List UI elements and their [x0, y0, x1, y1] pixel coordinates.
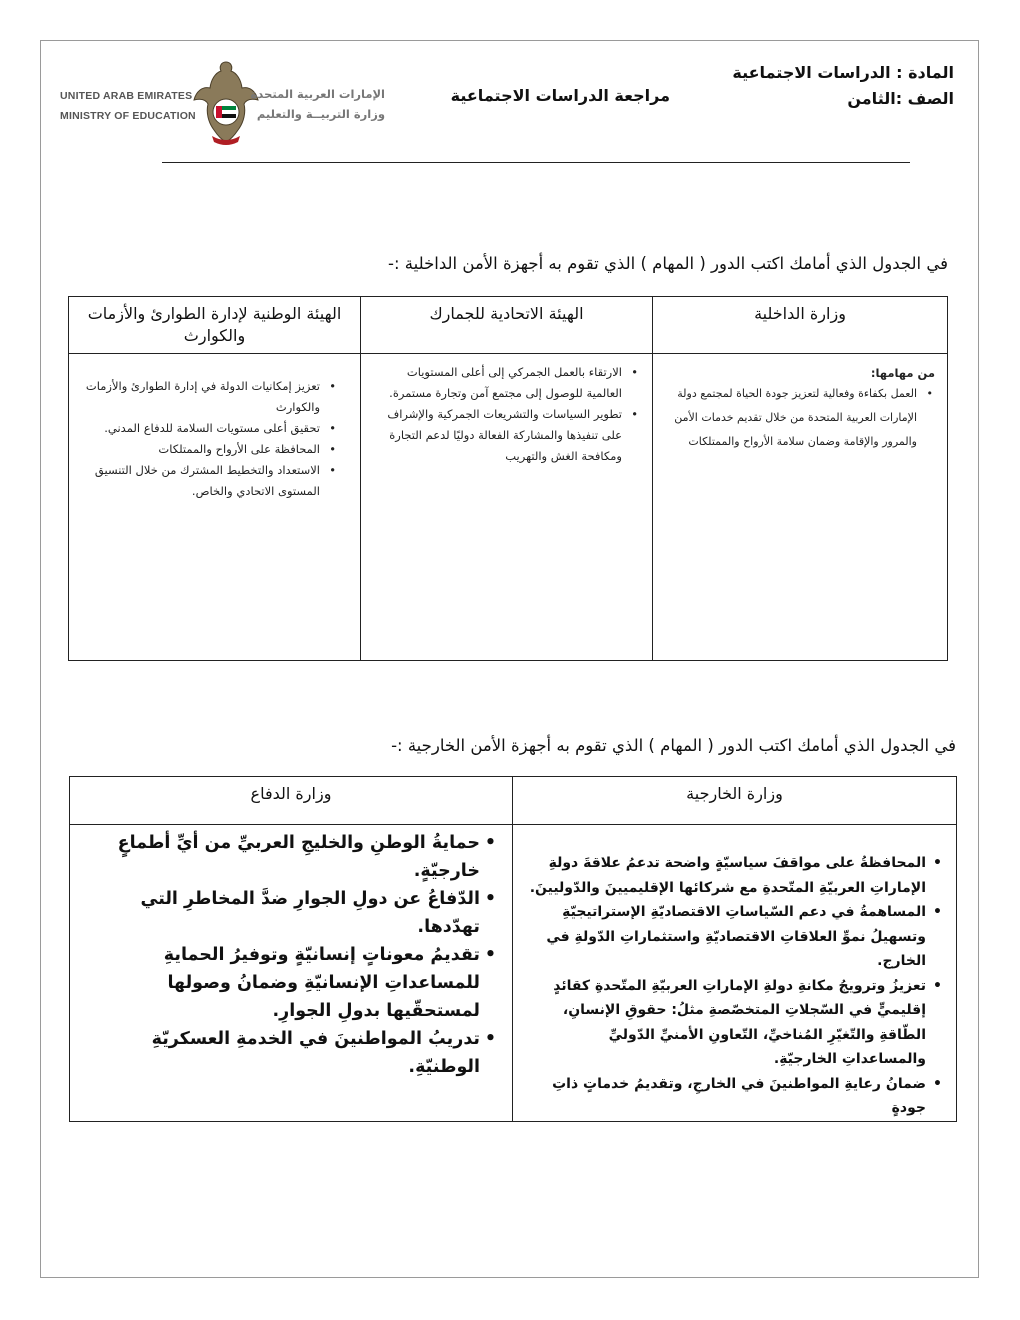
list-item: • المحافظةُ على مواقفَ سياسيّةٍ واضحة تدعمُ علاقةَ دولةِ الإماراتِ العربيّةِ المتّحدةِ مع شركائها الإقليميينَ والدّوليينَ.: [521, 851, 944, 900]
interior-lead: من مهامها:: [870, 366, 935, 380]
internal-security-table: [68, 296, 948, 661]
list-item: • تحقيق أعلى مستويات السلامة للدفاع المدني.: [83, 418, 338, 439]
list-item: • تطوير السياسات والتشريعات الجمركية والإشراف على تنفيذها والمشاركة الفعالة دوليًا لدعم التجارة ومكافحة الغش والتهريب: [371, 404, 640, 467]
cell-interior-ministry: [653, 354, 948, 661]
logo-en-line-1: UNITED ARAB EMIRATES: [60, 90, 193, 102]
interior-list: [661, 382, 935, 454]
section1-instruction: في الجدول الذي أمامك اكتب الدور ( المهام ) الذي تقوم به أجهزة الأمن الداخلية :-: [388, 254, 948, 273]
customs-list: [371, 362, 640, 467]
ministry-logo: [60, 56, 390, 148]
header-defense-ministry: وزارة الدفاع: [70, 777, 513, 825]
list-item: • حمايةُ الوطنِ والخليجِ العربيِّ من أيِّ أطماعٍ خارجيّةٍ.: [82, 829, 498, 885]
page-title: مراجعة الدراسات الاجتماعية: [450, 86, 670, 105]
section2-instruction: في الجدول الذي أمامك اكتب الدور ( المهام ) الذي تقوم به أجهزة الأمن الخارجية :-: [391, 736, 956, 755]
list-item: • ضمانُ رعايةِ المواطنينَ في الخارجِ، وتقديمُ خدماتٍ ذاتِ جودةٍ: [521, 1072, 944, 1121]
list-item: • العمل بكفاءة وفعالية لتعزيز جودة الحياة لمجتمع دولة الإمارات العربية المتحدة من خلال تقديم خدمات الأمن والمرور والإقامة وضمان سلامة الأرواح والممتلكات: [661, 382, 935, 454]
emergency-list: [83, 376, 338, 502]
subject-label: المادة : الدراسات الاجتماعية: [732, 63, 954, 82]
header-customs-authority: الهيئة الاتحادية للجمارك: [361, 297, 653, 354]
logo-arabic-text: [250, 84, 385, 124]
list-item: • المساهمةُ في دعم السّياساتِ الاقتصاديّةِ الإستراتيجيّةِ وتسهيلُ نموِّ العلاقاتِ الاقتصاديّةِ واستثماراتِ الدّولةِ في الخارج.: [521, 900, 944, 974]
list-item: • الارتقاء بالعمل الجمركي إلى أعلى المستويات العالمية للوصول إلى مجتمع آمن وتجارة مستمرة.: [371, 362, 640, 404]
list-item: • تدريبُ المواطنينَ في الخدمةِ العسكريّةِ الوطنيّةِ.: [82, 1025, 498, 1081]
list-item: • المحافظة على الأرواح والممتلكات: [83, 439, 338, 460]
cell-customs-authority: [361, 354, 653, 661]
header-divider: [162, 162, 910, 163]
logo-english-text: [60, 86, 196, 126]
header-interior-ministry: وزارة الداخلية: [653, 297, 948, 354]
document-meta: [732, 60, 954, 112]
cell-emergency-authority: [69, 354, 361, 661]
grade-label: الصف :الثامن: [847, 89, 954, 108]
list-item: • الاستعداد والتخطيط المشترك من خلال التنسيق المستوى الاتحادي والخاص.: [83, 460, 338, 502]
list-item: • تقديمُ معوناتٍ إنسانيّةٍ وتوفيرُ الحمايةِ للمساعداتِ الإنسانيّةِ وضمانُ وصولها لمستحقّيها بدولِ الجوارِ.: [82, 941, 498, 1025]
logo-ar-line-1: الإمارات العربية المتحدة: [250, 87, 385, 101]
cell-foreign-ministry: [513, 825, 957, 1122]
external-security-table: [69, 776, 957, 1122]
cell-defense-ministry: [70, 825, 513, 1122]
defense-list: [82, 829, 498, 1081]
list-item: • الدّفاعُ عن دولِ الجوارِ ضدَّ المخاطرِ التي تهدّدها.: [82, 885, 498, 941]
list-item: • تعزيز إمكانيات الدولة في إدارة الطوارئ والأزمات والكوارث: [83, 376, 338, 418]
logo-ar-line-2: وزارة التربيــة والتعليم: [256, 107, 385, 121]
logo-en-line-2: MINISTRY OF EDUCATION: [60, 110, 196, 122]
foreign-list: [521, 851, 944, 1121]
list-item: • تعزيزُ وترويجُ مكانةِ دولةِ الإماراتِ العربيّةِ المتّحدةِ كقائدٍ إقليميٍّ في السّجلاتِ المتخصّصةِ مثلُ: حقوقِ الإنسانِ، الطّاقةِ والتّغيّرِ المُناخيِّ، التّعاونِ الأمنيِّ الدّوليِّ والمساعداتِ الخارجيّةِ.: [521, 974, 944, 1072]
header-foreign-ministry: وزارة الخارجية: [513, 777, 957, 825]
header-emergency-authority: الهيئة الوطنية لإدارة الطوارئ والأزمات والكوارث: [69, 297, 361, 354]
